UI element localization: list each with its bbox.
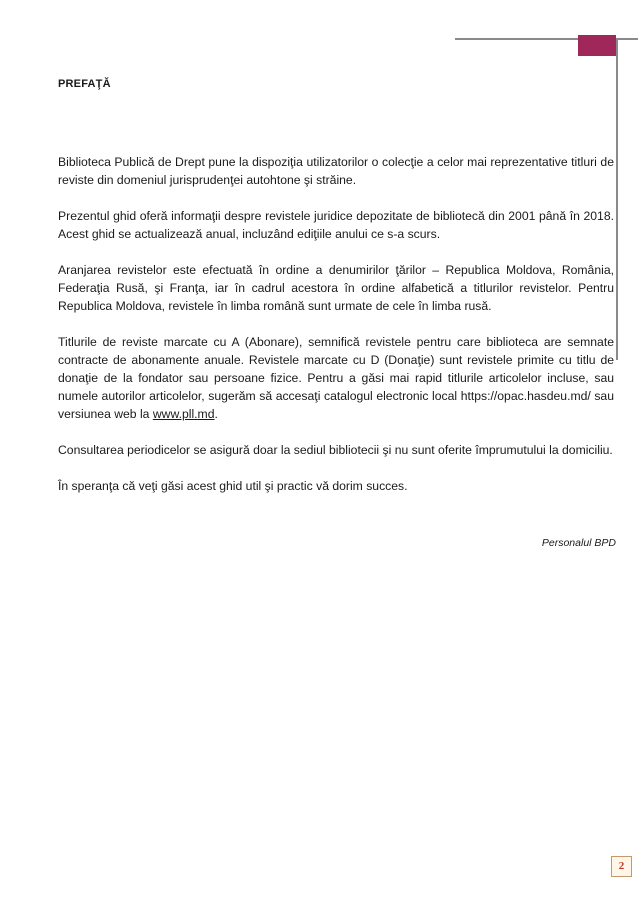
corner-accent-block <box>578 35 616 56</box>
preface-body <box>58 153 614 513</box>
signature: Personalul BPD <box>541 537 616 549</box>
page-title: PREFAŢĂ <box>58 78 111 90</box>
paragraph-text-end: . <box>214 407 218 421</box>
margin-rule <box>616 38 618 360</box>
page-number-badge: 2 <box>611 856 632 877</box>
paragraph: Consultarea periodicelor se asigură doar la sediul bibliotecii şi nu sunt oferite împrumutului la domiciliu. <box>58 443 613 457</box>
paragraph-text: Titlurile de reviste marcate cu A (Abonare), semnifică revistele pentru care biblioteca are semnate contracte de abonamente anuale. Revistele marcate cu D (Donaţie) sunt revistele primite cu titlu de donaţie de la fondator sau persoane fizice. Pentru a găsi mai rapid titlurile articolelor incluse, sau numele autorilor articolelor, sugerăm să accesaţi catalogul electronic local https://opac.hasdeu.md/ sau versiunea web la <box>58 335 614 421</box>
paragraph: În speranţa că veţi găsi acest ghid util şi practic vă dorim succes. <box>58 479 408 493</box>
paragraph: Aranjarea revistelor este efectuată în ordine a denumirilor ţărilor – Republica Moldova, România, Federaţia Rusă, şi Franţa, iar în cadrul acestora în ordine alfabetică a titlurilor revistelor. Pentru Republica Moldova, revistele în limba română sunt urmate de cele în limba rusă. <box>58 263 614 313</box>
paragraph-with-link <box>58 333 614 423</box>
paragraph: Prezentul ghid oferă informaţii despre revistele juridice depozitate de bibliotecă din 2001 până în 2018. Acest ghid se actualizează anual, incluzând ediţiile anului ce s-a scurs. <box>58 209 614 241</box>
paragraph: Biblioteca Publică de Drept pune la dispoziţia utilizatorilor o colecţie a celor mai reprezentative titluri de reviste din domeniul jurisprudenţei autohtone şi străine. <box>58 155 614 187</box>
website-link[interactable]: www.pll.md <box>152 407 215 421</box>
